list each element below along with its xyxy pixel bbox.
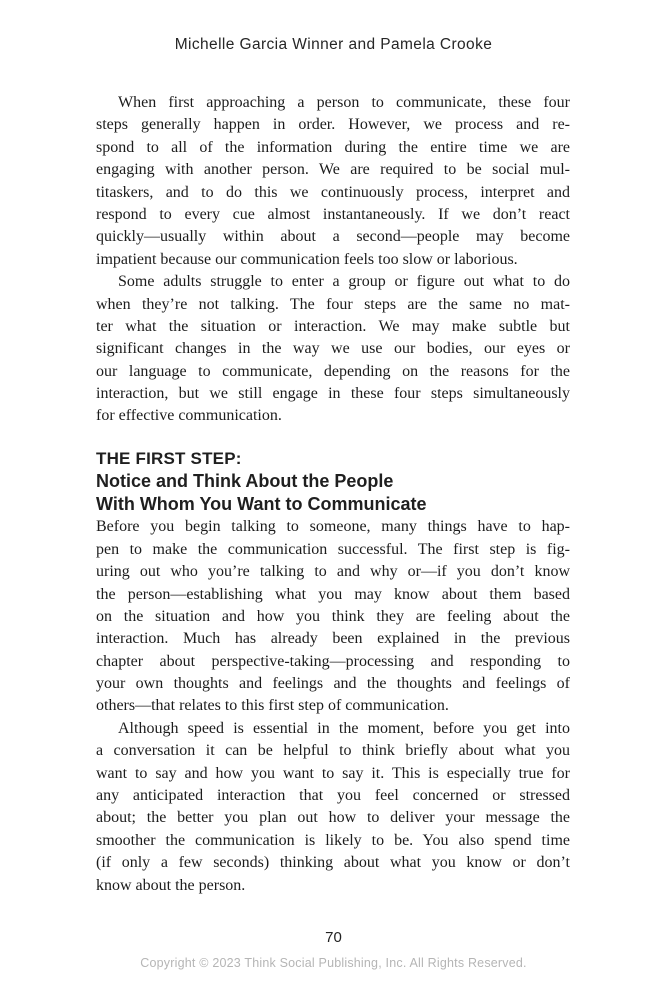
copyright-notice: Copyright © 2023 Think Social Publishing, Inc. All Rights Reserved.	[140, 956, 527, 970]
text-line: want to say and how you want to say it. This is especially true for	[96, 764, 570, 782]
text-line: engaging with another person. We are required to be social mul-	[96, 161, 570, 179]
text-line: quickly—usually within about a second—people may become	[96, 228, 570, 246]
text-line: Before you begin talking to someone, many things have to hap-	[96, 518, 570, 536]
text-line: our language to communicate, depending on the reasons for the	[96, 362, 570, 380]
text-line: titaskers, and to do this we continuously process, interpret and	[96, 183, 570, 201]
text-line: when they’re not talking. The four steps are the same no mat-	[96, 295, 570, 313]
text-line: pen to make the communication successful. The first step is fig-	[96, 540, 570, 558]
text-column	[96, 92, 570, 897]
text-line: on the situation and how you think they are feeling about the	[96, 607, 570, 625]
paragraph	[96, 516, 570, 718]
text-line: uring out who you’re talking to and why or—if you don’t know	[96, 563, 570, 581]
text-line: impatient because our communication feels too slow or laborious.	[96, 250, 518, 268]
section-heading	[96, 448, 570, 516]
text-line: ter what the situation or interaction. We may make subtle but	[96, 317, 570, 335]
text-line: steps generally happen in order. However, we process and re-	[96, 116, 570, 134]
text-line: your own thoughts and feelings and the thoughts and feelings of	[96, 675, 570, 693]
text-line: for effective communication.	[96, 407, 282, 425]
running-header: Michelle Garcia Winner and Pamela Crooke	[174, 36, 493, 53]
text-line: a conversation it can be helpful to think briefly about what you	[96, 742, 570, 760]
paragraph	[96, 92, 570, 271]
paragraph	[96, 718, 570, 897]
text-line: know about the person.	[96, 876, 246, 894]
paragraph	[96, 271, 570, 428]
text-line: When first approaching a person to communicate, these four	[118, 94, 570, 111]
text-line: interaction. Much has already been explained in the previous	[96, 630, 570, 648]
text-line: interaction, but we still engage in these four steps simultaneously	[96, 385, 570, 403]
text-line: smoother the communication is likely to be. You also spend time	[96, 831, 570, 849]
section-heading-line: With Whom You Want to Communicate	[96, 493, 427, 514]
text-line: (if only a few seconds) thinking about what you know or don’t	[96, 854, 570, 872]
text-line: others—that relates to this first step of communication.	[96, 697, 449, 715]
text-line: chapter about perspective-taking—processing and responding to	[96, 652, 570, 670]
text-line: the person—establishing what you may know about them based	[96, 585, 570, 603]
text-line: about; the better you plan out how to deliver your message the	[96, 809, 570, 827]
text-line: spond to all of the information during the entire time we are	[96, 138, 570, 156]
text-line: Some adults struggle to enter a group or figure out what to do	[118, 273, 570, 291]
section-heading-line: Notice and Think About the People	[96, 471, 394, 492]
text-line: significant changes in the way we use our bodies, our eyes or	[96, 340, 570, 358]
section-heading-line: THE FIRST STEP:	[96, 448, 242, 468]
text-line: Although speed is essential in the moment, before you get into	[118, 719, 570, 737]
page-number: 70	[325, 929, 342, 946]
text-line: any anticipated interaction that you feel concerned or stressed	[96, 787, 570, 805]
text-line: respond to every cue almost instantaneously. If we don’t react	[96, 205, 570, 223]
